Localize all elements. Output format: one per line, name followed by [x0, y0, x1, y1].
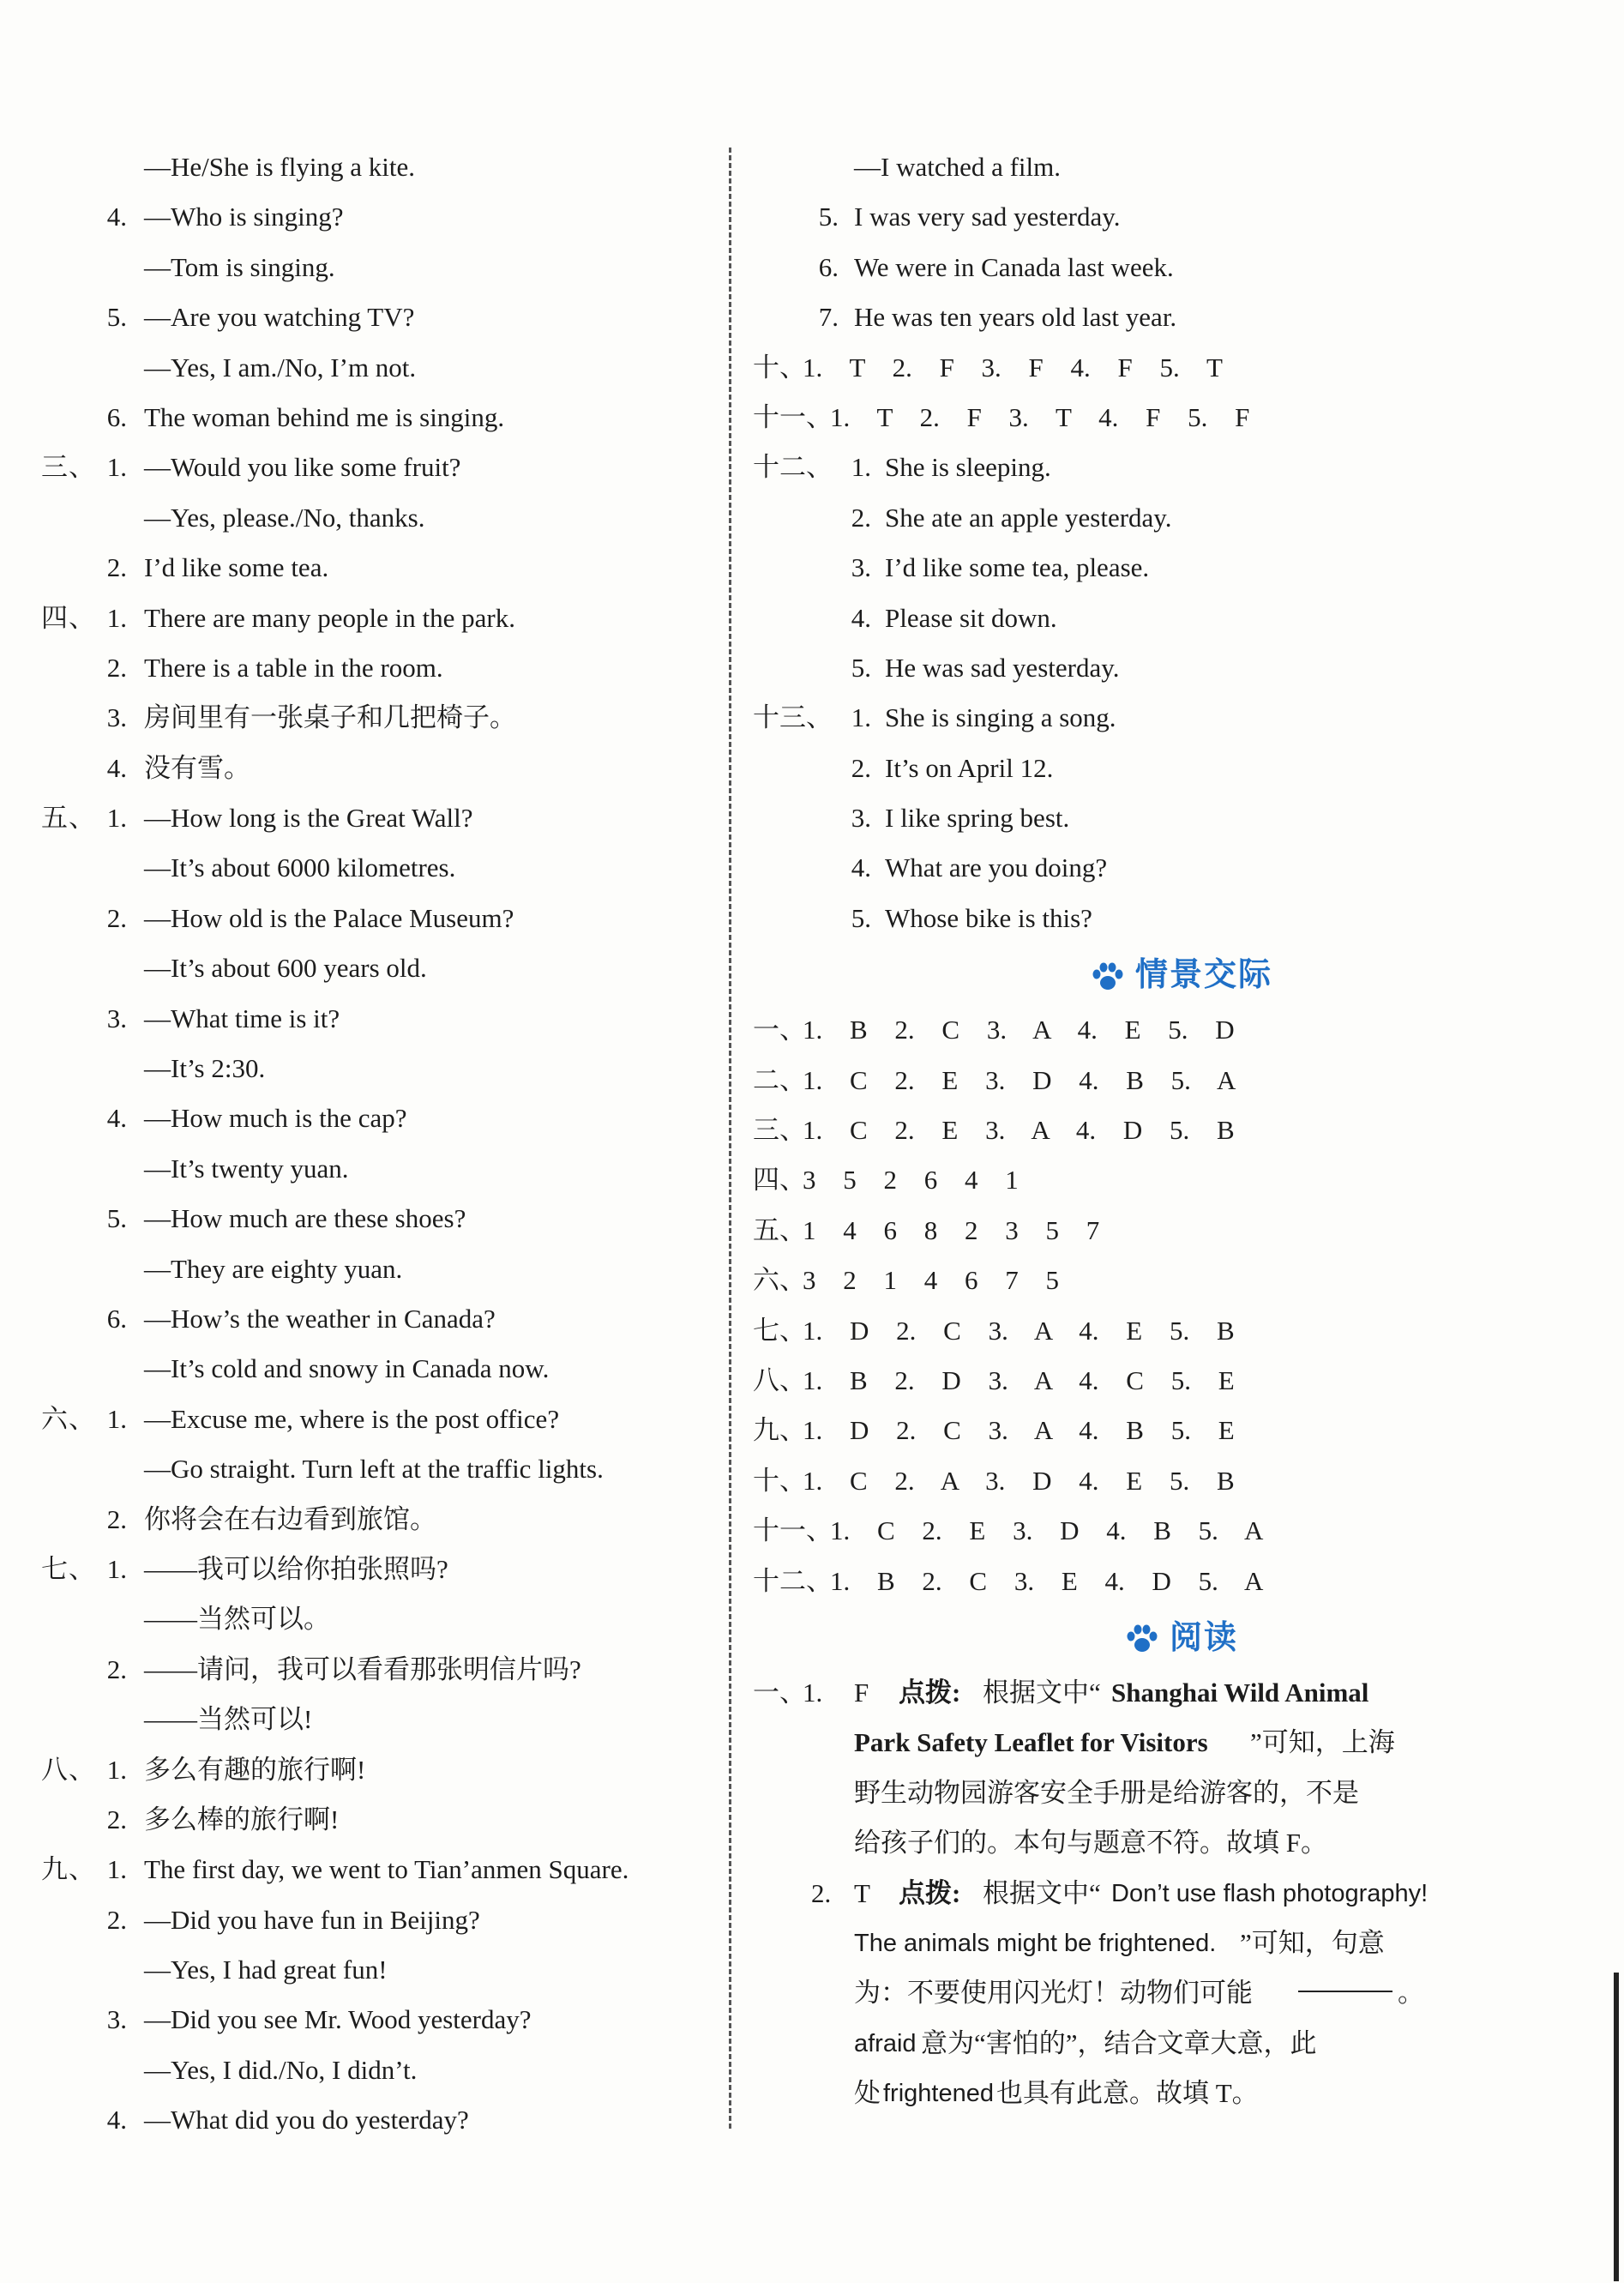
tip-text: ”可知，句意: [1240, 1927, 1385, 1958]
item-number: 5.: [851, 902, 871, 933]
answer-text: —He/She is flying a kite.: [144, 152, 415, 182]
answer-row: [41, 1394, 710, 1444]
answer-text: What are you doing?: [885, 852, 1108, 883]
item-number: 7.: [818, 302, 839, 333]
answer-row: [41, 744, 710, 793]
item-number: 4.: [106, 202, 127, 232]
answer-text: —Would you like some fruit?: [144, 452, 461, 483]
answer-text: There are many people in the park.: [144, 602, 515, 633]
section-number: 十一、: [753, 401, 833, 432]
answer-row: [41, 1645, 710, 1695]
answer-text: —They are eighty yuan.: [144, 1253, 403, 1284]
section-number: 五、: [41, 803, 96, 834]
answer-key: 1. C 2. E 3. D 4. B 5. A: [803, 1064, 1236, 1095]
item-number: 1.: [106, 1553, 127, 1584]
answer-text: —How much is the cap?: [144, 1103, 407, 1134]
answer-row: [41, 643, 710, 693]
answer-text: —It’s about 6000 kilometres.: [144, 852, 456, 883]
answer-text: I’d like some tea, please.: [885, 552, 1150, 583]
answer-row: [41, 994, 710, 1044]
section-heading-reading: [753, 1606, 1610, 1668]
answer-row: [753, 192, 1610, 242]
heading-text: 情景交际: [1134, 955, 1272, 994]
answer-text: —Go straight. Turn left at the traffic lights.: [144, 1454, 604, 1485]
answer-row: [753, 1306, 1610, 1356]
right-column: [753, 142, 1610, 2118]
answer-row: [753, 343, 1610, 393]
tip-text: 也具有此意。故填 T。: [996, 2078, 1259, 2109]
item-number: 6.: [106, 1303, 127, 1334]
paw-icon: [1125, 1623, 1159, 1654]
answer-text: Please sit down.: [885, 602, 1057, 633]
item-number: 4.: [106, 2105, 127, 2135]
answer-row: [753, 1056, 1610, 1105]
answer-text: —Yes, I am./No, I’m not.: [144, 352, 417, 383]
answer-key: 1. C 2. A 3. D 4. E 5. B: [803, 1465, 1235, 1496]
answer-text: ——请问，我可以看看那张明信片吗?: [144, 1654, 581, 1684]
answer-row: [41, 1545, 710, 1594]
answer-text: —How much are these shoes?: [144, 1203, 466, 1234]
item-number: 2.: [106, 1904, 127, 1935]
answer-row: [41, 1194, 710, 1244]
answer-row: [41, 493, 710, 543]
answer-row: [753, 493, 1610, 543]
answer-text: The woman behind me is singing.: [144, 401, 505, 432]
item-number: 2.: [851, 502, 871, 533]
answer-row: [41, 1244, 710, 1294]
answer-row: [753, 142, 1610, 192]
tip-text: ”可知，上海: [1250, 1727, 1395, 1758]
answer-key: 1. B 2. C 3. E 4. D 5. A: [830, 1565, 1264, 1596]
reading-line: [753, 1919, 1610, 1968]
answer-letter: F: [854, 1677, 869, 1708]
answer-text: 多么棒的旅行啊!: [144, 1804, 340, 1834]
answer-row: [41, 843, 710, 893]
item-number: 2.: [851, 752, 871, 783]
item-number: 3.: [106, 1003, 127, 1033]
quoted-text: Park Safety Leaflet for Visitors: [854, 1727, 1208, 1758]
answer-key: 1. D 2. C 3. A 4. B 5. E: [803, 1415, 1235, 1446]
heading-text: 阅读: [1169, 1617, 1238, 1656]
item-number: 3.: [851, 803, 871, 834]
answer-text: —Did you have fun in Beijing?: [144, 1904, 480, 1935]
answer-key: 1. C 2. E 3. A 4. D 5. B: [803, 1115, 1235, 1146]
answer-row: [41, 593, 710, 643]
answer-text: —It’s about 600 years old.: [144, 953, 427, 984]
answer-text: —Are you watching TV?: [144, 302, 415, 333]
answer-text: —What time is it?: [144, 1003, 340, 1033]
answer-text: She is sleeping.: [885, 452, 1051, 483]
section-number: 十、: [753, 1465, 806, 1496]
answer-row: [41, 1093, 710, 1143]
answer-text: —Excuse me, where is the post office?: [144, 1403, 560, 1434]
section-number: 一、: [753, 1677, 806, 1708]
answer-row: [753, 693, 1610, 743]
english-word: frightened: [883, 2080, 994, 2108]
answer-row: [753, 1356, 1610, 1406]
column-divider: [729, 148, 731, 2129]
answer-row: [41, 1845, 710, 1894]
answer-row: [41, 2045, 710, 2095]
answer-key: 1 4 6 8 2 3 5 7: [803, 1214, 1100, 1245]
reading-line: [753, 2069, 1610, 2118]
item-number: 4.: [106, 1103, 127, 1134]
item-number: 3.: [106, 2004, 127, 2035]
item-number: 1.: [106, 1403, 127, 1434]
section-number: 二、: [753, 1064, 806, 1095]
answer-text: 没有雪。: [144, 752, 250, 783]
item-number: 2.: [106, 1654, 127, 1684]
answer-text: —It’s cold and snowy in Canada now.: [144, 1353, 550, 1384]
answer-row: [753, 243, 1610, 292]
answer-text: —It’s twenty yuan.: [144, 1153, 349, 1184]
answer-key: 1. B 2. D 3. A 4. C 5. E: [803, 1364, 1235, 1395]
answer-row: [753, 793, 1610, 843]
reading-line: [753, 1869, 1610, 1919]
item-number: 3.: [851, 552, 871, 583]
answer-row: [753, 1406, 1610, 1455]
section-number: 十二、: [753, 1565, 833, 1596]
answer-text: —Did you see Mr. Wood yesterday?: [144, 2004, 532, 2035]
answer-text: Whose bike is this?: [885, 902, 1092, 933]
answer-row: [41, 292, 710, 342]
answer-text: I like spring best.: [885, 803, 1070, 834]
item-number: 2.: [106, 902, 127, 933]
section-number: 十三、: [753, 702, 833, 733]
section-number: 七、: [753, 1315, 806, 1346]
answer-row: [41, 1044, 710, 1093]
answer-row: [753, 1256, 1610, 1305]
quoted-text: Don’t use flash photography!: [1111, 1879, 1429, 1907]
section-number: 十一、: [753, 1515, 833, 1546]
answer-key: 1. T 2. F 3. T 4. F 5. F: [830, 401, 1250, 432]
answer-row: [41, 2095, 710, 2145]
answer-row: [753, 894, 1610, 943]
answer-row: [41, 142, 710, 192]
section-number: 一、: [753, 1015, 806, 1045]
tip-text: 野生动物园游客安全手册是给游客的，不是: [854, 1777, 1359, 1808]
item-number: 1.: [106, 452, 127, 483]
answer-text: I’d like some tea.: [144, 552, 329, 583]
answer-row: [41, 1695, 710, 1744]
left-column: [41, 142, 710, 2146]
answer-text: —Tom is singing.: [144, 251, 335, 282]
answer-row: [753, 393, 1610, 443]
item-number: 5.: [851, 652, 871, 683]
answer-row: [41, 1795, 710, 1845]
answer-row: [41, 1895, 710, 1945]
item-number: 3.: [106, 702, 127, 733]
item-number: 1.: [106, 1854, 127, 1885]
item-number: 4.: [851, 602, 871, 633]
item-number: 6.: [818, 251, 839, 282]
answer-row: [753, 543, 1610, 593]
tip-text: 意为“害怕的”，结合文章大意，此: [921, 2027, 1317, 2058]
answer-row: [41, 1294, 710, 1344]
item-number: 2.: [106, 1804, 127, 1834]
section-number: 六、: [41, 1403, 96, 1434]
answer-row: [41, 1945, 710, 1995]
tip-label: 点拨:: [899, 1877, 961, 1908]
english-word: afraid: [854, 2029, 917, 2057]
answer-row: [753, 443, 1610, 492]
answer-text: He was ten years old last year.: [854, 302, 1177, 333]
section-number: 四、: [753, 1165, 806, 1196]
item-number: 2.: [106, 1503, 127, 1534]
answer-key: 1. T 2. F 3. F 4. F 5. T: [803, 352, 1223, 383]
section-number: 八、: [41, 1754, 96, 1785]
section-number: 五、: [753, 1214, 806, 1245]
right-top-answers: [753, 142, 1610, 943]
answer-row: [753, 593, 1610, 643]
answer-row: [753, 843, 1610, 893]
section-number: 三、: [753, 1115, 806, 1146]
item-number: 1.: [851, 452, 871, 483]
section-number: 七、: [41, 1553, 96, 1584]
item-number: 2.: [106, 552, 127, 583]
section-heading-situational: [753, 943, 1610, 1005]
section-number: 十二、: [753, 452, 833, 483]
paw-icon: [1091, 961, 1125, 992]
reading-line: [753, 1818, 1610, 1868]
answer-key: 1. B 2. C 3. A 4. E 5. D: [803, 1015, 1235, 1045]
answer-row: [753, 1456, 1610, 1506]
answer-row: [41, 1444, 710, 1494]
section-number: 九、: [41, 1854, 96, 1885]
blank-line: [1298, 1968, 1392, 1992]
item-number: 4.: [851, 852, 871, 883]
answer-row: [41, 1995, 710, 2045]
tip-text: 根据文中“: [983, 1877, 1101, 1908]
tip-text: 根据文中“: [983, 1677, 1101, 1708]
item-number: 1.: [106, 803, 127, 834]
answer-text: ——当然可以!: [144, 1704, 313, 1735]
item-number: 2.: [811, 1877, 832, 1908]
answer-key: 3 5 2 6 4 1: [803, 1165, 1019, 1196]
section-number: 三、: [41, 452, 96, 483]
tip-text: 。: [1398, 1978, 1424, 2009]
answer-row: [753, 1105, 1610, 1155]
item-number: 2.: [106, 652, 127, 683]
reading-line: [753, 2019, 1610, 2069]
answer-row: [41, 243, 710, 292]
item-number: 5.: [106, 1203, 127, 1234]
item-number: 1.: [851, 702, 871, 733]
answer-text: —Yes, I had great fun!: [144, 1955, 388, 1985]
answer-key: 1. D 2. C 3. A 4. E 5. B: [803, 1315, 1235, 1346]
page-edge-shadow: [1614, 1973, 1619, 2281]
answer-text: —Yes, please./No, thanks.: [144, 502, 425, 533]
answer-row: [41, 793, 710, 843]
answer-row: [41, 894, 710, 943]
item-number: 1.: [803, 1677, 823, 1708]
answer-text: ——当然可以。: [144, 1604, 330, 1635]
answer-row: [41, 393, 710, 443]
answer-text: The first day, we went to Tian’anmen Square.: [144, 1854, 629, 1885]
answer-row: [41, 192, 710, 242]
answer-text: ——我可以给你拍张照吗?: [144, 1553, 448, 1584]
reading-line: [753, 1668, 1610, 1718]
item-number: 1.: [106, 1754, 127, 1785]
answer-text: He was sad yesterday.: [885, 652, 1120, 683]
answer-text: 房间里有一张桌子和几把椅子。: [144, 702, 516, 733]
tip-text: 给孩子们的。本句与题意不符。故填 F。: [854, 1828, 1327, 1858]
answer-row: [753, 1506, 1610, 1556]
answer-text: 多么有趣的旅行啊!: [144, 1754, 366, 1785]
section-number: 四、: [41, 602, 96, 633]
item-number: 4.: [106, 752, 127, 783]
answer-text: We were in Canada last week.: [854, 251, 1174, 282]
answer-text: There is a table in the room.: [144, 652, 443, 683]
answer-row: [41, 543, 710, 593]
answer-text: —How old is the Palace Museum?: [144, 902, 514, 933]
answer-text: 你将会在右边看到旅馆。: [144, 1503, 436, 1534]
section-number: 八、: [753, 1364, 806, 1395]
tip-text: 为：不要使用闪光灯！动物们可能: [854, 1978, 1253, 2009]
answer-row: [41, 343, 710, 393]
answer-row: [753, 1155, 1610, 1205]
reading-line: [753, 1968, 1610, 2018]
answer-text: She is singing a song.: [885, 702, 1116, 733]
quoted-text: Shanghai Wild Animal: [1111, 1677, 1369, 1708]
answer-text: —Who is singing?: [144, 202, 344, 232]
answer-row: [753, 292, 1610, 342]
answer-key: 3 2 1 4 6 7 5: [803, 1265, 1059, 1296]
answer-text: —What did you do yesterday?: [144, 2105, 469, 2135]
quoted-text: The animals might be frightened.: [854, 1929, 1217, 1957]
answer-key: 1. C 2. E 3. D 4. B 5. A: [830, 1515, 1264, 1546]
answer-row: [41, 1745, 710, 1795]
answer-row: [41, 1144, 710, 1194]
answer-letter: T: [854, 1877, 870, 1908]
reading-line: [753, 1768, 1610, 1818]
reading-answers: [753, 1668, 1610, 2119]
answer-text: I was very sad yesterday.: [854, 202, 1121, 232]
answer-row: [753, 643, 1610, 693]
answer-text: —I watched a film.: [854, 152, 1062, 182]
situational-answers: [753, 1005, 1610, 1606]
tip-text: 处: [854, 2078, 881, 2109]
answer-row: [753, 744, 1610, 793]
section-number: 九、: [753, 1415, 806, 1446]
answer-text: It’s on April 12.: [885, 752, 1054, 783]
answer-row: [41, 443, 710, 492]
answer-text: —Yes, I did./No, I didn’t.: [144, 2054, 418, 2085]
answer-row: [41, 693, 710, 743]
item-number: 6.: [106, 401, 127, 432]
answer-text: —How long is the Great Wall?: [144, 803, 473, 834]
tip-label: 点拨:: [899, 1677, 961, 1708]
item-number: 5.: [818, 202, 839, 232]
answer-row: [41, 943, 710, 993]
item-number: 1.: [106, 602, 127, 633]
answer-text: —How’s the weather in Canada?: [144, 1303, 496, 1334]
answer-row: [753, 1005, 1610, 1055]
reading-line: [753, 1718, 1610, 1768]
answer-row: [41, 1495, 710, 1545]
answer-row: [41, 1594, 710, 1644]
answer-row: [753, 1557, 1610, 1606]
section-number: 六、: [753, 1265, 806, 1296]
answer-row: [41, 1344, 710, 1394]
section-number: 十、: [753, 352, 806, 383]
answer-text: She ate an apple yesterday.: [885, 502, 1172, 533]
item-number: 5.: [106, 302, 127, 333]
answer-text: —It’s 2:30.: [144, 1053, 266, 1084]
answer-row: [753, 1206, 1610, 1256]
